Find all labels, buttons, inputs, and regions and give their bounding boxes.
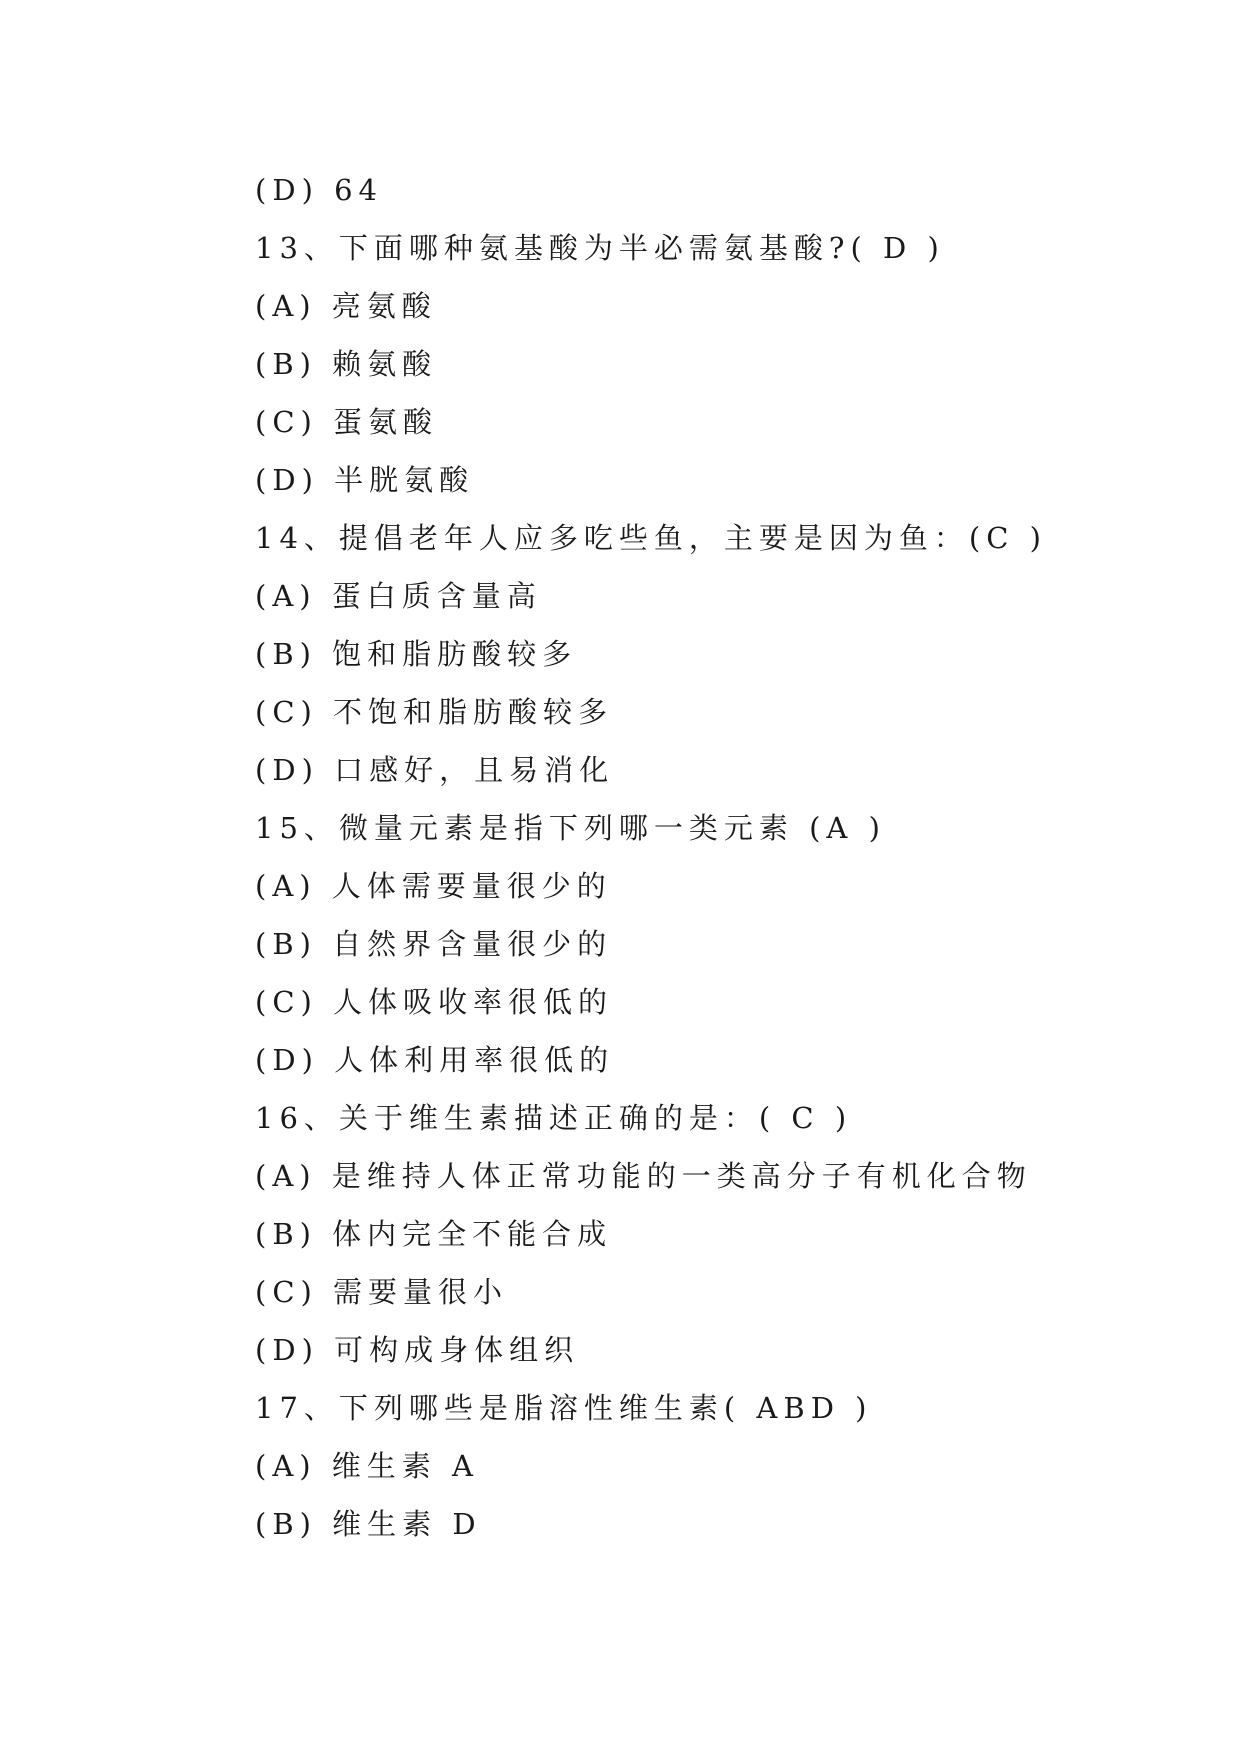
question-17: 17、下列哪些是脂溶性维生素( ABD ) (255, 1391, 873, 1425)
option-14-b: (B) 饱和脂肪酸较多 (255, 637, 578, 671)
option-13-c: (C) 蛋氨酸 (255, 405, 439, 439)
option-12-d: (D) 64 (255, 173, 383, 207)
option-16-c: (C) 需要量很小 (255, 1275, 509, 1309)
question-14: 14、提倡老年人应多吃些鱼，主要是因为鱼：(C ) (255, 521, 1047, 555)
option-15-b: (B) 自然界含量很少的 (255, 927, 613, 961)
option-14-c: (C) 不饱和脂肪酸较多 (255, 695, 614, 729)
question-list (255, 161, 1155, 1553)
question-15: 15、微量元素是指下列哪一类元素 (A ) (255, 811, 886, 845)
option-13-d: (D) 半胱氨酸 (255, 463, 475, 497)
question-13: 13、下面哪种氨基酸为半必需氨基酸?( D ) (255, 231, 945, 265)
option-14-d: (D) 口感好，且易消化 (255, 753, 615, 787)
option-14-a: (A) 蛋白质含量高 (255, 579, 542, 613)
option-15-d: (D) 人体利用率很低的 (255, 1043, 615, 1077)
option-17-b: (B) 维生素 D (255, 1507, 482, 1541)
option-15-a: (A) 人体需要量很少的 (255, 869, 612, 903)
option-15-c: (C) 人体吸收率很低的 (255, 985, 614, 1019)
option-13-b: (B) 赖氨酸 (255, 347, 438, 381)
option-13-a: (A) 亮氨酸 (255, 289, 437, 323)
option-16-a: (A) 是维持人体正常功能的一类高分子有机化合物 (255, 1159, 1032, 1193)
option-16-d: (D) 可构成身体组织 (255, 1333, 580, 1367)
option-16-b: (B) 体内完全不能合成 (255, 1217, 613, 1251)
option-17-a: (A) 维生素 A (255, 1449, 479, 1483)
question-16: 16、关于维生素描述正确的是：( C ) (255, 1101, 853, 1135)
